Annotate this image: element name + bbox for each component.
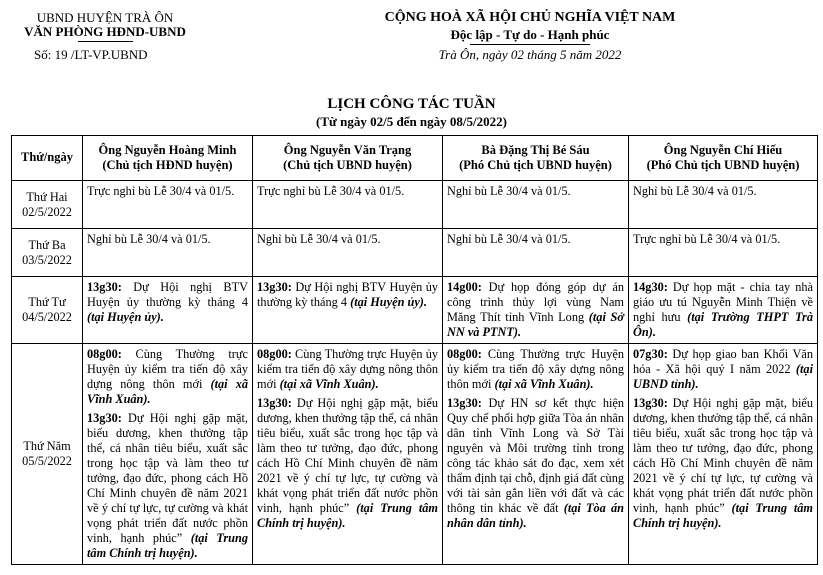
- entry-text: Nghỉ bù Lễ 30/4 và 01/5.: [87, 232, 211, 246]
- entry-text: Nghỉ bù Lễ 30/4 và 01/5.: [633, 184, 757, 198]
- schedule-entry: [447, 232, 624, 247]
- entry-text: Dự Hội nghị gặp mặt, biểu dương, khen thưởng tập thể, cá nhân tiêu biểu, xuất sắc trong học tập và làm theo tư tưởng, đạo đức, phong cách Hồ Chí Minh chuyên đề năm 2021 về ý chí tự lực, tự cường và khát vọng phát triển đất nước phồn vinh, hạnh phúc”: [87, 411, 248, 545]
- table-header-row: [12, 136, 818, 181]
- day-name: Thứ Tư: [28, 295, 66, 309]
- entry-location: (tại xã Vĩnh Xuân).: [87, 377, 248, 406]
- schedule-cell: [629, 229, 818, 277]
- day-name: Thứ Năm: [23, 439, 71, 453]
- entry-text: Dự họp mặt - chia tay nhà giáo ưu tú Nguyễn Minh Thiện về nghỉ hưu: [633, 280, 813, 324]
- entry-time: 13g30:: [633, 396, 668, 410]
- entry-text: Nghỉ bù Lễ 30/4 và 01/5.: [447, 232, 571, 246]
- entry-text: Trực nghỉ bù Lễ 30/4 và 01/5.: [87, 184, 235, 198]
- schedule-cell: [629, 277, 818, 344]
- schedule-entry: [257, 184, 438, 199]
- entry-location: (tại Sở NN và PTNT).: [447, 310, 624, 339]
- entry-text: Dự Hội nghị BTV Huyện ủy thường kỳ tháng 4: [87, 280, 248, 309]
- entry-location: (tại Huyện ủy).: [350, 295, 427, 309]
- leader-name: Ông Nguyễn Chí Hiếu: [663, 142, 783, 157]
- day-column-header: Thứ/ngày: [12, 136, 83, 181]
- schedule-entry: [633, 347, 813, 392]
- schedule-entry: [87, 280, 248, 325]
- entry-location: (tại xã Vĩnh Xuân).: [494, 377, 594, 391]
- entry-text: Nghỉ bù Lễ 30/4 và 01/5.: [447, 184, 571, 198]
- schedule-entry: [87, 232, 248, 247]
- entry-location: (tại Trường THPT Trà Ôn).: [633, 310, 813, 339]
- leader-name: Ông Nguyễn Văn Trạng: [283, 142, 412, 157]
- motto-underline: [470, 44, 590, 45]
- entry-text: Dự họp giao ban Khối Văn hóa - Xã hội quý I năm 2022: [633, 347, 813, 376]
- schedule-cell: [253, 229, 443, 277]
- day-name: Thứ Hai: [26, 189, 68, 204]
- entry-location: (tại Trung tâm Chính trị huyện).: [87, 531, 248, 560]
- entry-time: 13g30:: [257, 396, 292, 410]
- entry-time: 13g30:: [87, 411, 122, 425]
- entry-text: Dự Hội nghị BTV Huyện ủy thường kỳ tháng 4: [257, 280, 438, 309]
- day-date: 05/5/2022: [22, 454, 72, 468]
- entry-time: 14g30:: [633, 280, 668, 294]
- schedule-cell: [83, 344, 253, 565]
- schedule-entry: [633, 280, 813, 340]
- leader-column-header: [629, 136, 818, 181]
- day-date: 04/5/2022: [22, 310, 72, 324]
- leader-role: (Chủ tịch UBND huyện): [283, 158, 412, 172]
- schedule-cell: [83, 181, 253, 229]
- day-cell: [12, 229, 83, 277]
- entry-location: (tại xã Vĩnh Xuân).: [279, 377, 379, 391]
- schedule-entry: [257, 347, 438, 392]
- schedule-body: [12, 181, 818, 565]
- leader-name: Bà Đặng Thị Bé Sáu: [481, 142, 590, 157]
- leader-role: (Chủ tịch HĐND huyện): [102, 158, 233, 172]
- org-name-office: VĂN PHÒNG HĐND-UBND: [24, 24, 186, 39]
- schedule-entry: [633, 396, 813, 531]
- leader-role: (Phó Chủ tịch UBND huyện): [459, 158, 612, 172]
- schedule-entry: [257, 232, 438, 247]
- entry-location: (tại Trung tâm Chính trị huyện).: [633, 501, 813, 530]
- entry-text: Dự họp đóng góp dự án công trình thủy lợi vùng Nam Măng Thít tỉnh Vĩnh Long: [447, 280, 624, 324]
- day-name: Thứ Ba: [28, 237, 66, 252]
- entry-text: Cùng Thường trực Huyện ủy kiểm tra tiến độ xây dựng nông thôn mới: [447, 347, 624, 391]
- entry-location: (tại Tòa án nhân dân tỉnh).: [447, 501, 624, 530]
- leader-column-header: [443, 136, 629, 181]
- entry-text: Dự Hội nghị gặp mặt, biểu dương, khen thưởng tập thể, cá nhân tiêu biểu, xuất sắc trong học tập và làm theo tư tưởng, đạo đức, phong cách Hồ Chí Minh chuyên đề năm 2021 về ý chí tự lực, tự cường và khát vọng phát triển đất nước phồn vinh, hạnh phúc”: [633, 396, 814, 515]
- org-name-district: UBND HUYỆN TRÀ ÔN: [36, 10, 174, 25]
- schedule-cell: [629, 181, 818, 229]
- entry-time: 08g00:: [87, 347, 122, 361]
- entry-time: 07g30:: [633, 347, 668, 361]
- table-row: [12, 181, 818, 229]
- entry-time: 13g30:: [447, 396, 482, 410]
- entry-text: Dự HN sơ kết thực hiện Quy chế phối hợp giữa Tòa án nhân dân tỉnh Vĩnh Long và Sở Tài nguyên và Môi trường tỉnh trong công tác khảo sát đo đạc, xem xét thẩm định tại chỗ, định giá đất cùng với tài sản gắn liền với đất và các thông tin khác về đất: [447, 396, 624, 515]
- schedule-cell: [443, 181, 629, 229]
- leader-name: Ông Nguyễn Hoàng Minh: [98, 142, 237, 157]
- schedule-table: [11, 135, 818, 565]
- schedule-cell: [253, 344, 443, 565]
- schedule-cell: [83, 277, 253, 344]
- leader-role: (Phó Chủ tịch UBND huyện): [646, 158, 800, 172]
- schedule-entry: [447, 280, 624, 340]
- national-title: CỘNG HOÀ XÃ HỘI CHỦ NGHĨA VIỆT NAM: [384, 10, 676, 25]
- entry-text: Trực nghỉ bù Lễ 30/4 và 01/5.: [257, 184, 405, 198]
- schedule-entry: [87, 347, 248, 407]
- day-cell: [12, 277, 83, 344]
- document-subtitle: (Từ ngày 02/5 đến ngày 08/5/2022): [316, 114, 507, 129]
- day-cell: [12, 344, 83, 565]
- schedule-entry: [87, 184, 248, 199]
- schedule-cell: [629, 344, 818, 565]
- entry-text: Nghỉ bù Lễ 30/4 và 01/5.: [257, 232, 381, 246]
- entry-location: (tại Trung tâm Chính trị huyện).: [257, 501, 438, 530]
- schedule-entry: [257, 280, 438, 310]
- schedule-cell: [443, 277, 629, 344]
- entry-text: Trực nghỉ bù Lễ 30/4 và 01/5.: [633, 232, 781, 246]
- document-title: LỊCH CÔNG TÁC TUẦN: [327, 96, 496, 112]
- document-number: Số: 19 /LT-VP.UBND: [34, 47, 148, 62]
- entry-time: 13g30:: [87, 280, 122, 294]
- schedule-entry: [633, 232, 813, 247]
- entry-time: 08g00:: [447, 347, 482, 361]
- schedule-entry: [447, 396, 624, 531]
- table-row: [12, 277, 818, 344]
- entry-location: (tại Huyện ủy).: [87, 310, 164, 324]
- table-row: [12, 344, 818, 565]
- place-and-date: Trà Ôn, ngày 02 tháng 5 năm 2022: [438, 47, 622, 62]
- leader-column-header: [83, 136, 253, 181]
- entry-time: 13g30:: [257, 280, 292, 294]
- entry-time: 14g00:: [447, 280, 482, 294]
- schedule-cell: [253, 277, 443, 344]
- schedule-cell: [443, 344, 629, 565]
- entry-text: Dự Hội nghị gặp mặt, biểu dương, khen thưởng tập thể, cá nhân tiêu biểu, xuất sắc trong học tập và làm theo tư tưởng, đạo đức, phong cách Hồ Chí Minh chuyên đề năm 2021 về ý chí tự lực, tự cường và khát vọng phát triển đất nước phồn vinh, hạnh phúc”: [257, 396, 438, 515]
- schedule-entry: [257, 396, 438, 531]
- schedule-cell: [83, 229, 253, 277]
- day-date: 02/5/2022: [22, 204, 72, 219]
- schedule-cell: [253, 181, 443, 229]
- schedule-entry: [447, 347, 624, 392]
- schedule-entry: [447, 184, 624, 199]
- day-date: 03/5/2022: [22, 252, 72, 267]
- national-motto: Độc lập - Tự do - Hạnh phúc: [450, 27, 610, 42]
- day-cell: [12, 181, 83, 229]
- schedule-entry: [87, 411, 248, 561]
- entry-text: Cùng Thường trực Huyện ủy kiểm tra tiến độ xây dựng nông thôn mới: [87, 347, 248, 391]
- org-underline: [78, 41, 133, 42]
- entry-time: 08g00:: [257, 347, 292, 361]
- entry-text: Cùng Thường trực Huyện ủy kiểm tra tiến độ xây dựng nông thôn mới: [257, 347, 438, 391]
- table-row: [12, 229, 818, 277]
- schedule-entry: [633, 184, 813, 199]
- schedule-cell: [443, 229, 629, 277]
- leader-column-header: [253, 136, 443, 181]
- entry-location: (tại UBND tỉnh).: [633, 362, 813, 391]
